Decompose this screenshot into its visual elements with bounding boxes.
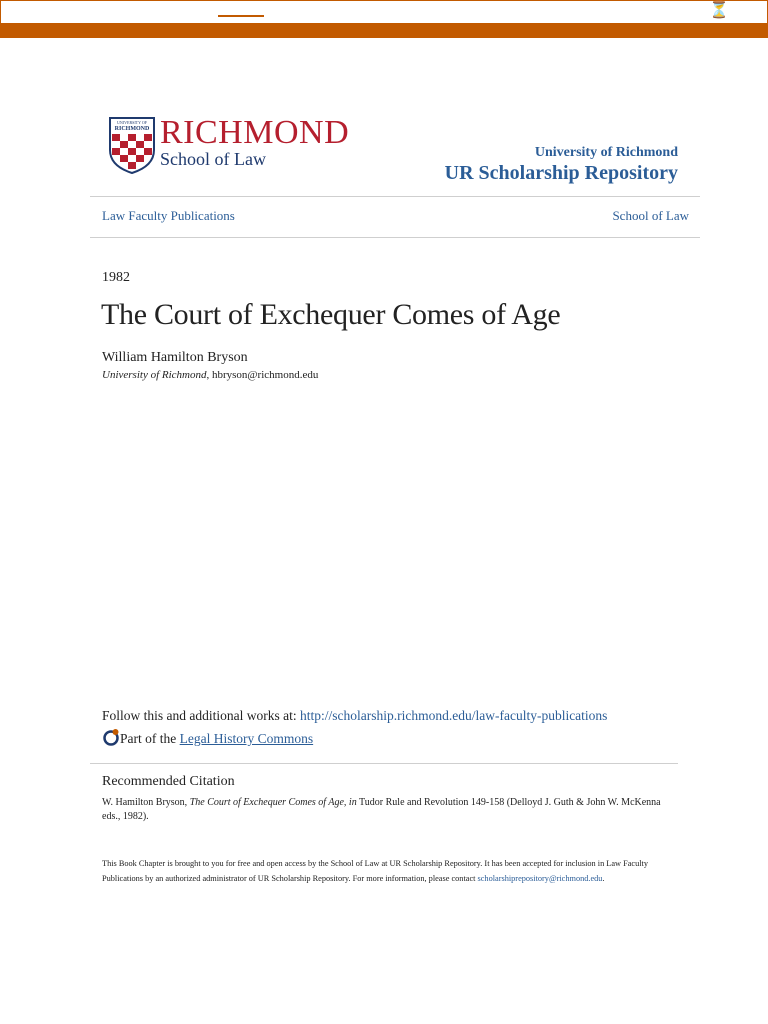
citation-body [102,796,662,824]
logo-school-word: School of Law [160,149,266,169]
divider-top [90,196,700,197]
author-name: William Hamilton Bryson [102,350,248,365]
logo-richmond-word: RICHMOND [160,114,350,151]
part-of-line [102,728,313,747]
notice-email-link[interactable]: scholarshiprepository@richmond.edu [477,874,603,883]
repository-university: University of Richmond [534,145,678,160]
document-title: The Court of Exchequer Comes of Age [101,298,561,331]
divider-citation [90,763,678,764]
author-affiliation [102,369,318,381]
citation-suffix: Tudor Rule and Revolution 149-158 (Delloyd J. Guth & John W. McKenna eds., 1982). [102,797,661,822]
hourglass-icon[interactable]: ⏳ [709,2,729,19]
nav-law-faculty-publications[interactable]: Law Faculty Publications [102,208,235,223]
notice-text: This Book Chapter is brought to you for free and open access by the School of Law at UR Scholarship Repository. It has been accepted for inclusion in Law Faculty Publications by an authorized administrator of UR Scholarship Repository. For more information, please contact [102,859,649,883]
citation-title: The Court of Exchequer Comes of Age, in [189,797,357,808]
repository-name: UR Scholarship Repository [444,162,678,184]
richmond-law-logo[interactable] [108,116,368,176]
citation-prefix: W. Hamilton Bryson, [102,797,190,808]
notice-end: . [602,874,605,883]
affiliation-name: University of Richmond [102,369,207,381]
divider-nav [90,237,700,238]
publication-year: 1982 [102,270,130,285]
legal-history-commons-link[interactable]: Legal History Commons [179,731,314,746]
follow-text: Follow this and additional works at: [102,708,300,723]
top-bar-strip [0,0,768,23]
shield-text-richmond: RICHMOND [114,126,150,132]
access-notice [102,856,670,886]
shield-text: UNIVERSITY OF [117,120,147,125]
commons-network-icon [102,728,120,746]
follow-url-link[interactable]: http://scholarship.richmond.edu/law-faculty-publications [300,708,608,723]
top-bar-accent [0,23,768,38]
top-bar-underline-link[interactable] [218,15,264,17]
follow-line [102,708,607,724]
citation-heading: Recommended Citation [102,774,235,789]
nav-school-of-law[interactable]: School of Law [612,208,689,223]
top-bar [0,0,768,38]
repository-header[interactable] [445,145,678,185]
shield-icon [108,116,156,174]
part-of-text: Part of the [120,731,180,746]
affiliation-email: , hbryson@richmond.edu [206,369,319,381]
